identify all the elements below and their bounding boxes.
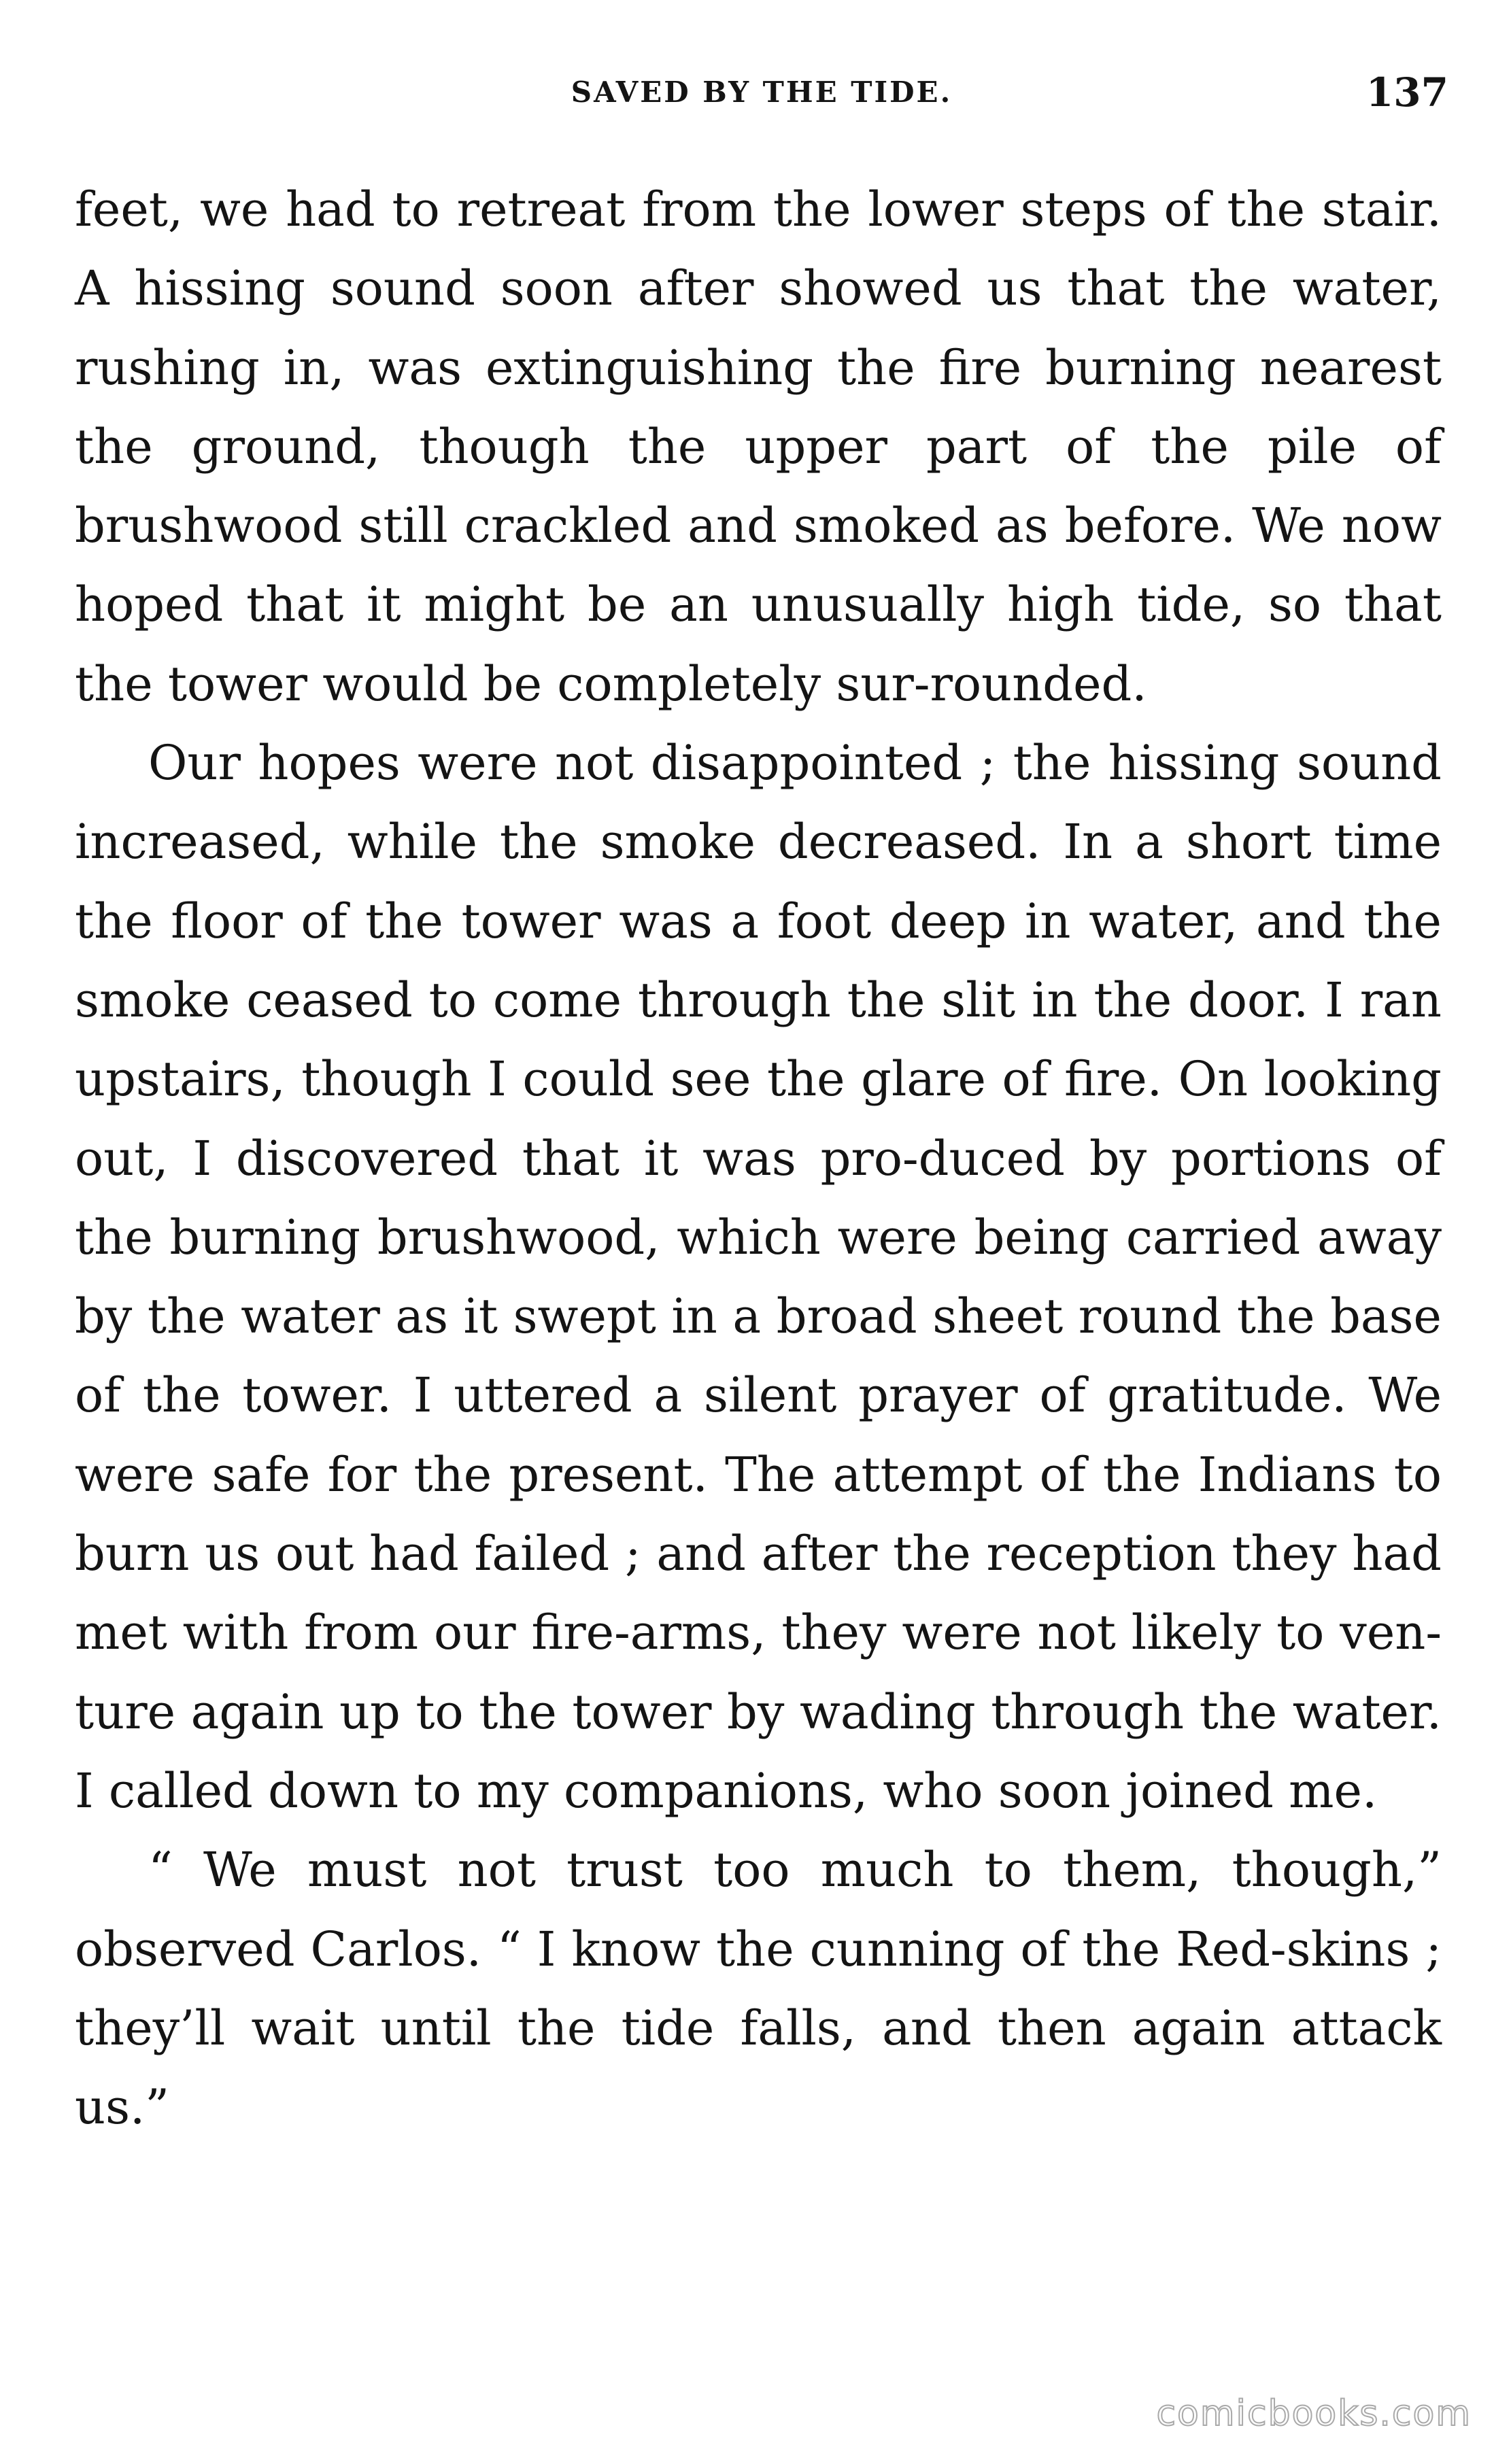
paragraph: Our hopes were not disappointed ; the hissing sound increased, while the smoke decreased. In a short time the floor of the tower was a foot deep in water, and the smoke ceased to come through the slit in the door. I ran upstairs, though I could see the glare of fire. On looking out, I discovered that it was pro-duced by portions of the burning brushwood, which were being carried away by the water as it swept in a broad sheet round the base of the tower. I uttered a silent prayer of gratitude. We were safe for the present. The attempt of the Indians to burn us out had failed ; and after the reception they had met with from our fire-arms, they were not likely to ven-ture again up to the tower by wading through the water. I called down to my companions, who soon joined me. — [75, 735, 1442, 1819]
running-title: SAVED BY THE TIDE. — [571, 75, 953, 109]
watermark: comicbooks.com — [1156, 2393, 1472, 2434]
paragraph: “ We must not trust too much to them, though,” observed Carlos. “ I know the cunning of the Red-skins ; they’ll wait until the tide falls, and then again attack us.” — [75, 1842, 1442, 2136]
paragraph: feet, we had to retreat from the lower steps of the stair. A hissing sound soon after showed us that the water, rushing in, was extinguishing the fire burning nearest the ground, though the upper part of the pile of brushwood still crackled and smoked as before. We now hoped that it might be an unusually high tide, so that the tower would be completely sur-rounded. — [75, 182, 1442, 712]
running-head — [75, 65, 1448, 120]
body-text — [75, 170, 1442, 2146]
page-number: 137 — [1365, 69, 1448, 116]
